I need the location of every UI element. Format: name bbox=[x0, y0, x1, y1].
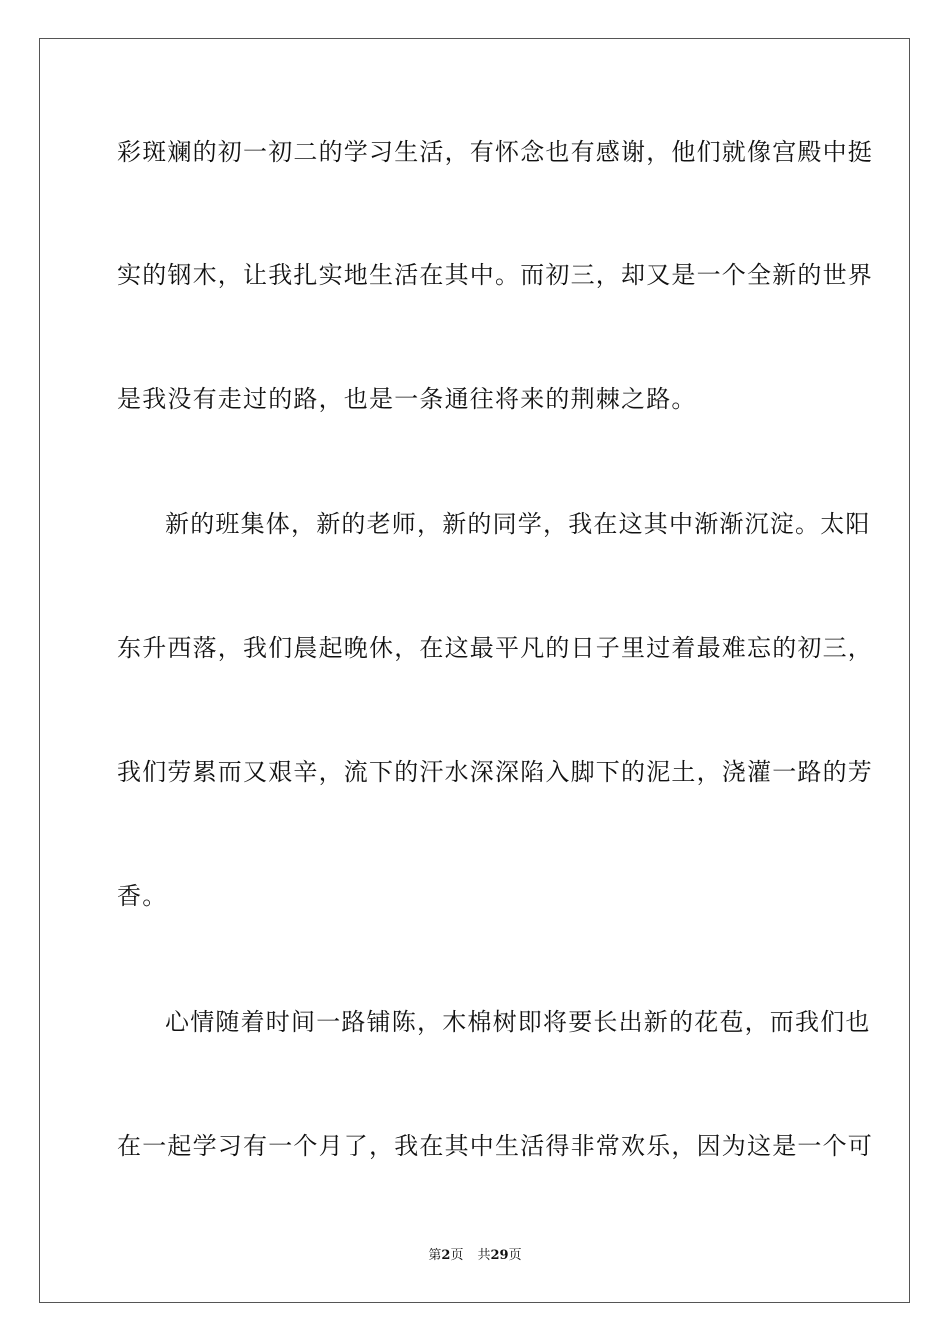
page-footer bbox=[0, 1247, 950, 1265]
body-line-3: 是我没有走过的路，也是一条通往将来的荆棘之路。 bbox=[117, 385, 697, 413]
body-line-7: 香。 bbox=[117, 882, 168, 910]
total-prefix: 共 bbox=[477, 1248, 491, 1263]
body-line-5: 东升西落，我们晨起晚休，在这最平凡的日子里过着最难忘的初三， bbox=[117, 634, 873, 662]
body-line-9: 在一起学习有一个月了，我在其中生活得非常欢乐，因为这是一个可 bbox=[117, 1132, 873, 1160]
body-line-1: 彩斑斓的初一初二的学习生活，有怀念也有感谢，他们就像宫殿中挺 bbox=[117, 138, 873, 166]
total-suffix: 页 bbox=[508, 1248, 522, 1263]
total-pages: 29 bbox=[490, 1248, 509, 1263]
body-line-6: 我们劳累而又艰辛，流下的汗水深深陷入脚下的泥土，浇灌一路的芳 bbox=[117, 758, 873, 786]
body-line-2: 实的钢木，让我扎实地生活在其中。而初三，却又是一个全新的世界 bbox=[117, 261, 873, 289]
body-line-4: 新的班集体，新的老师，新的同学，我在这其中渐渐沉淀。太阳 bbox=[165, 510, 871, 538]
page-border bbox=[39, 38, 910, 1303]
body-line-8: 心情随着时间一路铺陈，木棉树即将要长出新的花苞，而我们也 bbox=[165, 1008, 871, 1036]
page-prefix: 第 bbox=[428, 1248, 442, 1263]
page-number: 2 bbox=[441, 1248, 451, 1263]
page-suffix: 页 bbox=[450, 1248, 464, 1263]
